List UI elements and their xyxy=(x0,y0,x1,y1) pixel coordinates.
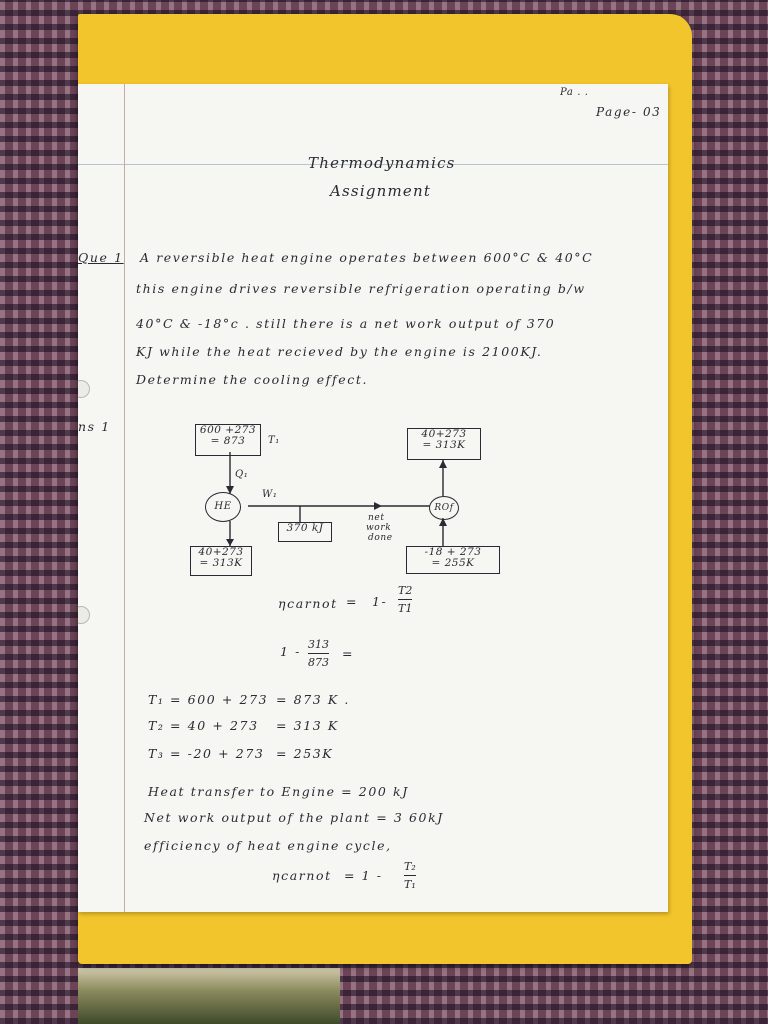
page-subtitle: Assignment xyxy=(330,182,432,200)
final-eq: = 1 - xyxy=(344,868,383,883)
answer-label: ns 1 xyxy=(78,419,111,434)
efficiency-line: efficiency of heat engine cycle, xyxy=(144,838,392,853)
t1-label: T₁ xyxy=(268,435,280,446)
page-number: Page- 03 xyxy=(596,105,662,119)
final-lhs: ηcarnot xyxy=(272,868,332,883)
temp-expr: = 40 + 273 xyxy=(170,718,259,733)
temp-expr: = -20 + 273 xyxy=(170,746,265,761)
temp-lhs: T₃ xyxy=(148,746,165,761)
question-line: 40°C & -18°c . still there is a net work output of 370 xyxy=(136,316,556,331)
temp-expr: = 600 + 273 xyxy=(170,692,269,707)
eff-fraction: T2 T1 xyxy=(398,584,413,615)
question-label: Que 1 xyxy=(78,250,124,265)
eff-lhs: ηcarnot xyxy=(278,596,338,611)
question-line: A reversible heat engine operates between 600°C & 40°C xyxy=(140,250,594,265)
calc-fraction: 313 873 xyxy=(308,638,329,669)
cold-source-box: -18 + 273 = 255K xyxy=(406,546,500,574)
temp-result: = 253K xyxy=(276,746,334,761)
corner-scribble: Pa . . xyxy=(560,87,589,98)
hot-source-box: 600 +273 = 873 xyxy=(195,424,261,456)
hot-sink-box-right: 40+273 = 313K xyxy=(407,428,481,460)
temp-lhs: T₂ xyxy=(148,718,165,733)
temp-result: = 873 K . xyxy=(276,692,350,707)
arrow-head xyxy=(374,502,382,510)
temp-result: = 313 K xyxy=(276,718,339,733)
net-work-label: net xyxy=(368,513,385,523)
ground-patch xyxy=(78,968,340,1024)
w1-label: W₁ xyxy=(262,489,278,500)
net-work-line: Net work output of the plant = 3 60kJ xyxy=(144,810,444,825)
net-work-label: done xyxy=(368,533,393,543)
refrigerator-circle: ROf xyxy=(429,496,459,520)
arrow-head xyxy=(439,460,447,468)
eff-one: 1- xyxy=(372,594,388,609)
notebook-page xyxy=(78,84,668,912)
calc-eq: = xyxy=(342,646,355,661)
q1-label: Q₁ xyxy=(235,469,249,480)
final-fraction: T₂ T₁ xyxy=(404,860,416,891)
heat-transfer-line: Heat transfer to Engine = 200 kJ xyxy=(148,784,409,799)
question-line: this engine drives reversible refrigeration operating b/w xyxy=(136,281,586,296)
eff-eq: = xyxy=(346,594,359,609)
question-line: KJ while the heat recieved by the engine is 2100KJ. xyxy=(136,344,543,359)
net-work-label: work xyxy=(366,523,392,533)
arrow-head xyxy=(226,539,234,546)
heat-engine-circle: HE xyxy=(205,492,241,522)
sink-box-left: 40+273 = 313K xyxy=(190,546,252,576)
calc-lhs: 1 - xyxy=(280,644,301,659)
temp-lhs: T₁ xyxy=(148,692,165,707)
page-title: Thermodynamics xyxy=(308,154,456,172)
question-line: Determine the cooling effect. xyxy=(136,372,369,387)
work-value-box: 370 kJ xyxy=(278,522,332,542)
